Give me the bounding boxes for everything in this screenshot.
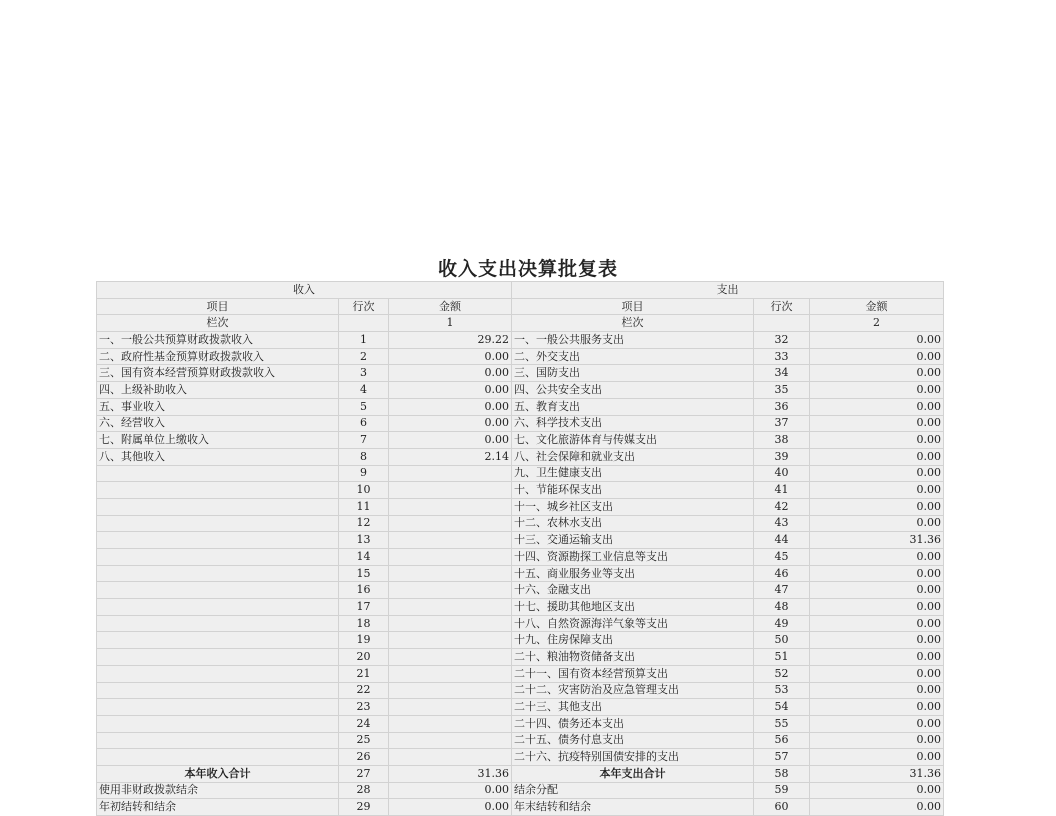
- income-item-cell: [97, 732, 339, 749]
- expense-row-no-cell: 48: [754, 599, 810, 616]
- expense-amount-cell: 0.00: [810, 749, 944, 766]
- expense-section-header: 支出: [512, 282, 944, 299]
- table-row: [97, 565, 944, 582]
- expense-amount-cell: 0.00: [810, 332, 944, 349]
- income-amount-header: 金额: [389, 298, 512, 315]
- expense-item-cell: 二十、粮油物资储备支出: [512, 649, 754, 666]
- expense-amount-cell: 31.36: [810, 765, 944, 782]
- expense-row-no-cell: 57: [754, 749, 810, 766]
- income-amount-cell: 31.36: [389, 765, 512, 782]
- table-row: [97, 382, 944, 399]
- table-row: [97, 582, 944, 599]
- income-amount-cell: [389, 532, 512, 549]
- expense-row-no-cell: 56: [754, 732, 810, 749]
- income-row-no-cell: 12: [339, 515, 389, 532]
- income-row-no-cell: 8: [339, 448, 389, 465]
- expense-item-cell: 二十四、债务还本支出: [512, 715, 754, 732]
- expense-row-no-cell: 43: [754, 515, 810, 532]
- section-header-row: [97, 282, 944, 299]
- expense-row-no-cell: 46: [754, 565, 810, 582]
- income-item-cell: 二、政府性基金预算财政拨款收入: [97, 348, 339, 365]
- income-item-cell: 年初结转和结余: [97, 799, 339, 816]
- income-amount-cell: 0.00: [389, 799, 512, 816]
- expense-amount-cell: 0.00: [810, 415, 944, 432]
- expense-row-no-cell: 33: [754, 348, 810, 365]
- expense-amount-cell: 0.00: [810, 515, 944, 532]
- expense-amount-cell: 0.00: [810, 348, 944, 365]
- income-item-cell: [97, 515, 339, 532]
- expense-row-no-cell: 60: [754, 799, 810, 816]
- income-amount-cell: [389, 465, 512, 482]
- income-row-no-cell: 28: [339, 782, 389, 799]
- budget-table: [96, 281, 944, 816]
- income-amount-cell: [389, 615, 512, 632]
- income-column-no-label: 栏次: [97, 315, 339, 332]
- expense-amount-cell: 0.00: [810, 549, 944, 566]
- table-row: [97, 749, 944, 766]
- expense-amount-cell: 0.00: [810, 615, 944, 632]
- income-item-cell: [97, 615, 339, 632]
- expense-item-cell: 十四、资源勘探工业信息等支出: [512, 549, 754, 566]
- income-amount-cell: 0.00: [389, 348, 512, 365]
- income-row-no-cell: 14: [339, 549, 389, 566]
- table-row: [97, 715, 944, 732]
- income-amount-cell: [389, 582, 512, 599]
- income-item-cell: [97, 532, 339, 549]
- table-row: [97, 465, 944, 482]
- income-amount-cell: 0.00: [389, 782, 512, 799]
- income-item-cell: 五、事业收入: [97, 398, 339, 415]
- expense-item-cell: 九、卫生健康支出: [512, 465, 754, 482]
- income-item-cell: [97, 565, 339, 582]
- income-row-no-cell: 27: [339, 765, 389, 782]
- table-row: [97, 482, 944, 499]
- income-item-cell: 八、其他收入: [97, 448, 339, 465]
- income-row-no-cell: 6: [339, 415, 389, 432]
- expense-row-no-cell: 37: [754, 415, 810, 432]
- income-amount-cell: [389, 482, 512, 499]
- expense-item-cell: 十九、住房保障支出: [512, 632, 754, 649]
- income-section-header: 收入: [97, 282, 512, 299]
- expense-item-cell: 六、科学技术支出: [512, 415, 754, 432]
- expense-amount-cell: 0.00: [810, 632, 944, 649]
- income-amount-cell: [389, 665, 512, 682]
- table-row: [97, 448, 944, 465]
- expense-amount-cell: 0.00: [810, 398, 944, 415]
- expense-column-no-label: 栏次: [512, 315, 754, 332]
- expense-amount-cell: 0.00: [810, 699, 944, 716]
- expense-item-cell: 七、文化旅游体育与传媒支出: [512, 432, 754, 449]
- income-item-cell: 六、经营收入: [97, 415, 339, 432]
- expense-row-no-cell: 41: [754, 482, 810, 499]
- income-item-cell: 七、附属单位上缴收入: [97, 432, 339, 449]
- income-item-cell: [97, 682, 339, 699]
- income-row-no-cell: 21: [339, 665, 389, 682]
- expense-amount-cell: 0.00: [810, 498, 944, 515]
- income-row-no-cell: 26: [339, 749, 389, 766]
- total-row: [97, 765, 944, 782]
- expense-row-no-cell: 47: [754, 582, 810, 599]
- income-row-no-cell: 22: [339, 682, 389, 699]
- table-row: [97, 549, 944, 566]
- expense-row-no-cell: 34: [754, 365, 810, 382]
- income-row-no-cell: 2: [339, 348, 389, 365]
- income-amount-cell: [389, 498, 512, 515]
- expense-row-no-cell: 32: [754, 332, 810, 349]
- expense-amount-cell: 0.00: [810, 799, 944, 816]
- income-amount-cell: [389, 549, 512, 566]
- expense-row-no-cell: 52: [754, 665, 810, 682]
- income-item-cell: [97, 599, 339, 616]
- expense-row-no-header: 行次: [754, 298, 810, 315]
- column-number-row: [97, 315, 944, 332]
- expense-item-cell: 二、外交支出: [512, 348, 754, 365]
- income-row-no-cell: 4: [339, 382, 389, 399]
- income-amount-cell: [389, 732, 512, 749]
- income-row-no-cell: 9: [339, 465, 389, 482]
- income-amount-cell: 0.00: [389, 398, 512, 415]
- income-item-cell: 使用非财政拨款结余: [97, 782, 339, 799]
- table-row: [97, 665, 944, 682]
- expense-item-cell: 四、公共安全支出: [512, 382, 754, 399]
- table-row: [97, 348, 944, 365]
- expense-item-cell: 八、社会保障和就业支出: [512, 448, 754, 465]
- expense-row-no-cell: 42: [754, 498, 810, 515]
- table-row: [97, 632, 944, 649]
- expense-row-no-cell: 39: [754, 448, 810, 465]
- income-item-cell: 四、上级补助收入: [97, 382, 339, 399]
- income-item-cell: [97, 582, 339, 599]
- expense-amount-cell: 0.00: [810, 732, 944, 749]
- income-amount-cell: [389, 749, 512, 766]
- expense-row-no-cell: 58: [754, 765, 810, 782]
- income-item-cell: [97, 549, 339, 566]
- table-row: [97, 615, 944, 632]
- income-row-no-cell: 16: [339, 582, 389, 599]
- expense-amount-cell: 0.00: [810, 382, 944, 399]
- expense-row-no-cell: 53: [754, 682, 810, 699]
- expense-row-no-cell: 35: [754, 382, 810, 399]
- expense-item-cell: 二十三、其他支出: [512, 699, 754, 716]
- table-row: [97, 782, 944, 799]
- expense-item-cell: 十五、商业服务业等支出: [512, 565, 754, 582]
- income-amount-cell: [389, 632, 512, 649]
- expense-row-no-cell: 36: [754, 398, 810, 415]
- income-row-no-cell: 20: [339, 649, 389, 666]
- expense-item-cell: 十、节能环保支出: [512, 482, 754, 499]
- expense-row-no-cell: 51: [754, 649, 810, 666]
- expense-item-cell: 三、国防支出: [512, 365, 754, 382]
- expense-item-cell: 十二、农林水支出: [512, 515, 754, 532]
- income-item-cell: 三、国有资本经营预算财政拨款收入: [97, 365, 339, 382]
- table-row: [97, 498, 944, 515]
- table-row: [97, 799, 944, 816]
- income-row-no-cell: 7: [339, 432, 389, 449]
- expense-column-no-blank: [754, 315, 810, 332]
- expense-row-no-cell: 49: [754, 615, 810, 632]
- income-item-cell: [97, 665, 339, 682]
- expense-row-no-cell: 45: [754, 549, 810, 566]
- table-row: [97, 649, 944, 666]
- income-item-cell: 本年收入合计: [97, 765, 339, 782]
- income-amount-cell: 0.00: [389, 432, 512, 449]
- column-header-row: [97, 298, 944, 315]
- income-item-cell: 一、一般公共预算财政拨款收入: [97, 332, 339, 349]
- table-row: [97, 682, 944, 699]
- income-item-cell: [97, 749, 339, 766]
- expense-amount-cell: 0.00: [810, 599, 944, 616]
- income-row-no-cell: 29: [339, 799, 389, 816]
- expense-amount-cell: 0.00: [810, 682, 944, 699]
- income-row-no-cell: 24: [339, 715, 389, 732]
- expense-amount-cell: 0.00: [810, 465, 944, 482]
- income-column-no-blank: [339, 315, 389, 332]
- income-amount-cell: [389, 599, 512, 616]
- income-amount-cell: 0.00: [389, 365, 512, 382]
- expense-amount-cell: 0.00: [810, 448, 944, 465]
- income-amount-cell: 0.00: [389, 415, 512, 432]
- expense-amount-cell: 0.00: [810, 665, 944, 682]
- expense-item-cell: 五、教育支出: [512, 398, 754, 415]
- income-amount-cell: [389, 515, 512, 532]
- table-row: [97, 732, 944, 749]
- income-row-no-cell: 3: [339, 365, 389, 382]
- table-row: [97, 432, 944, 449]
- expense-item-cell: 一、一般公共服务支出: [512, 332, 754, 349]
- expense-amount-cell: 0.00: [810, 582, 944, 599]
- income-amount-cell: [389, 565, 512, 582]
- income-row-no-cell: 13: [339, 532, 389, 549]
- expense-column-no-value: 2: [810, 315, 944, 332]
- table-row: [97, 415, 944, 432]
- table-row: [97, 532, 944, 549]
- income-item-cell: [97, 715, 339, 732]
- income-row-no-cell: 15: [339, 565, 389, 582]
- expense-amount-cell: 0.00: [810, 649, 944, 666]
- income-row-no-cell: 25: [339, 732, 389, 749]
- income-row-no-cell: 11: [339, 498, 389, 515]
- expense-item-cell: 十三、交通运输支出: [512, 532, 754, 549]
- expense-row-no-cell: 40: [754, 465, 810, 482]
- expense-item-cell: 二十二、灾害防治及应急管理支出: [512, 682, 754, 699]
- income-amount-cell: [389, 649, 512, 666]
- expense-row-no-cell: 54: [754, 699, 810, 716]
- income-row-no-header: 行次: [339, 298, 389, 315]
- expense-item-header: 项目: [512, 298, 754, 315]
- income-item-cell: [97, 699, 339, 716]
- income-row-no-cell: 18: [339, 615, 389, 632]
- expense-item-cell: 二十六、抗疫特别国债安排的支出: [512, 749, 754, 766]
- expense-amount-cell: 0.00: [810, 565, 944, 582]
- expense-item-cell: 十七、援助其他地区支出: [512, 599, 754, 616]
- expense-item-cell: 二十一、国有资本经营预算支出: [512, 665, 754, 682]
- income-amount-cell: 29.22: [389, 332, 512, 349]
- table-row: [97, 365, 944, 382]
- income-row-no-cell: 23: [339, 699, 389, 716]
- income-row-no-cell: 1: [339, 332, 389, 349]
- expense-amount-cell: 0.00: [810, 432, 944, 449]
- income-item-header: 项目: [97, 298, 339, 315]
- expense-amount-cell: 0.00: [810, 782, 944, 799]
- expense-row-no-cell: 44: [754, 532, 810, 549]
- expense-row-no-cell: 50: [754, 632, 810, 649]
- expense-item-cell: 年末结转和结余: [512, 799, 754, 816]
- income-item-cell: [97, 632, 339, 649]
- expense-amount-cell: 0.00: [810, 715, 944, 732]
- expense-item-cell: 十一、城乡社区支出: [512, 498, 754, 515]
- expense-amount-cell: 31.36: [810, 532, 944, 549]
- income-column-no-value: 1: [389, 315, 512, 332]
- income-item-cell: [97, 482, 339, 499]
- income-row-no-cell: 17: [339, 599, 389, 616]
- income-amount-cell: 2.14: [389, 448, 512, 465]
- income-row-no-cell: 5: [339, 398, 389, 415]
- expense-row-no-cell: 55: [754, 715, 810, 732]
- income-amount-cell: [389, 699, 512, 716]
- expense-amount-cell: 0.00: [810, 482, 944, 499]
- expense-amount-header: 金额: [810, 298, 944, 315]
- income-row-no-cell: 19: [339, 632, 389, 649]
- income-item-cell: [97, 465, 339, 482]
- expense-item-cell: 十八、自然资源海洋气象等支出: [512, 615, 754, 632]
- income-amount-cell: [389, 715, 512, 732]
- income-row-no-cell: 10: [339, 482, 389, 499]
- table-row: [97, 515, 944, 532]
- table-row: [97, 332, 944, 349]
- income-amount-cell: 0.00: [389, 382, 512, 399]
- income-item-cell: [97, 649, 339, 666]
- expense-item-cell: 十六、金融支出: [512, 582, 754, 599]
- income-amount-cell: [389, 682, 512, 699]
- table-row: [97, 699, 944, 716]
- expense-item-cell: 结余分配: [512, 782, 754, 799]
- table-row: [97, 398, 944, 415]
- report-title: 收入支出决算批复表: [437, 258, 618, 280]
- expense-item-cell: 二十五、债务付息支出: [512, 732, 754, 749]
- expense-row-no-cell: 59: [754, 782, 810, 799]
- expense-amount-cell: 0.00: [810, 365, 944, 382]
- expense-item-cell: 本年支出合计: [512, 765, 754, 782]
- income-item-cell: [97, 498, 339, 515]
- expense-row-no-cell: 38: [754, 432, 810, 449]
- table-row: [97, 599, 944, 616]
